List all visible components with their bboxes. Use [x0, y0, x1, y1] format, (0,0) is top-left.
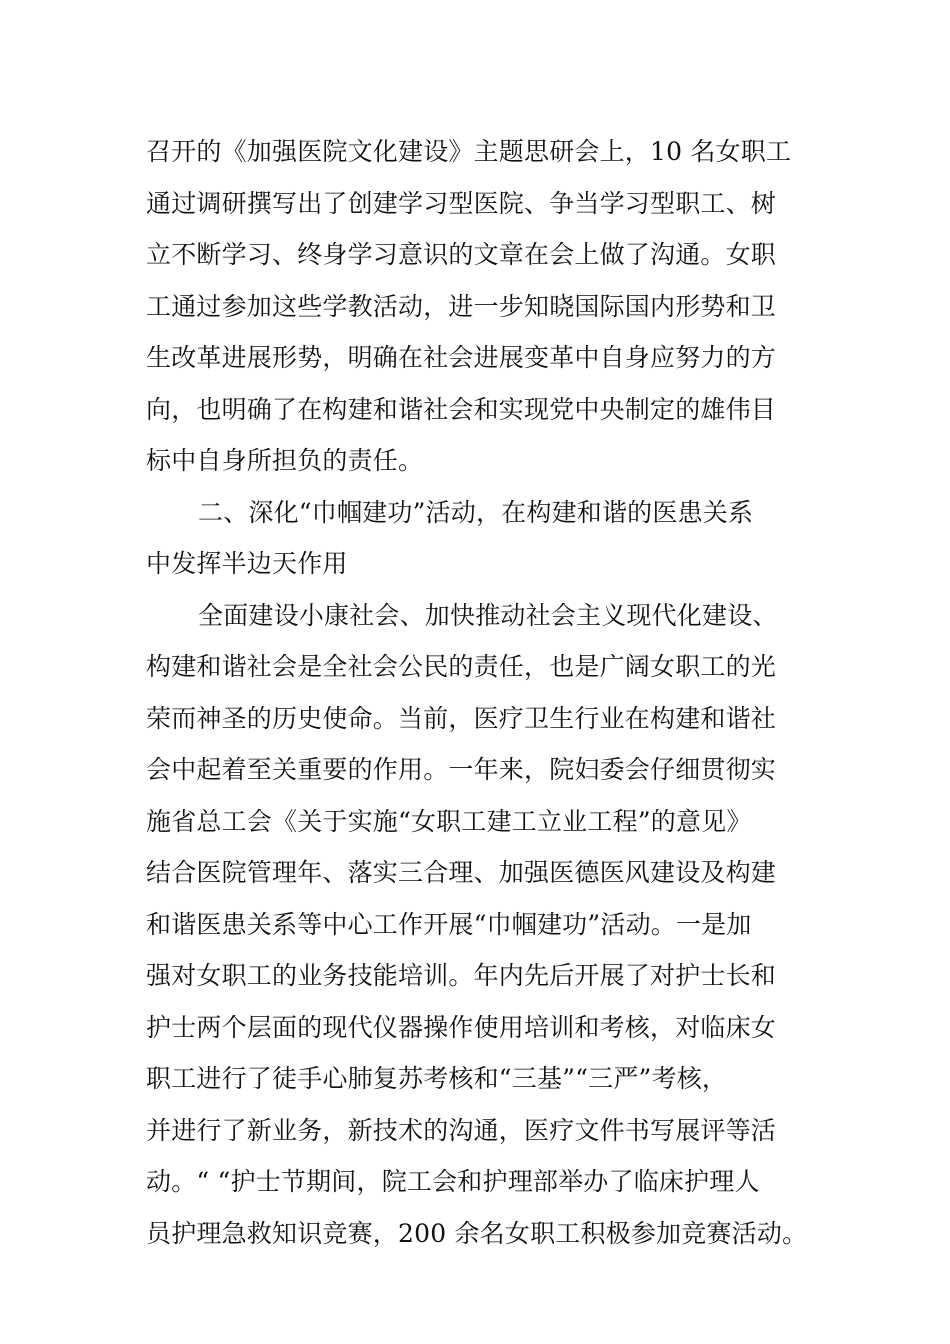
text-line: 和谐医患关系等中心工作开展“巾帼建功”活动。一是加 — [146, 909, 752, 939]
section-heading-line: 二、深化“巾帼建功”活动，在构建和谐的医患关系 — [198, 497, 754, 527]
text-line: 动。“ “护士节期间，院工会和护理部举办了临床护理人 — [146, 1167, 760, 1196]
text-line: 并进行了新业务，新技术的沟通，医疗文件书写展评等活 — [146, 1115, 777, 1145]
section-heading-line: 中发挥半边天作用 — [146, 549, 348, 578]
text-line: 通过调研撰写出了创建学习型医院、争当学习型职工、树 — [146, 188, 777, 218]
text-line: 职工进行了徒手心肺复苏考核和“三基”“三严”考核， — [146, 1064, 728, 1093]
text-line: 召开的《加强医院文化建设》主题思研会上，10 名女职工 — [146, 137, 792, 166]
text-line: 施省总工会《关于实施“女职工建工立业工程”的意见》 — [146, 806, 752, 836]
text-line: 工通过参加这些学教活动，进一步知晓国际国内形势和卫 — [146, 291, 777, 321]
text-line: 荣而神圣的历史使命。当前，医疗卫生行业在构建和谐社 — [146, 703, 777, 733]
text-line: 构建和谐社会是全社会公民的责任，也是广阔女职工的光 — [146, 652, 777, 681]
text-line: 强对女职工的业务技能培训。年内先后开展了对护士长和 — [146, 961, 777, 990]
text-line: 标中自身所担负的责任。 — [146, 446, 424, 475]
text-line: 生改革进展形势，明确在社会进展变革中自身应努力的方 — [146, 343, 777, 372]
text-line: 结合医院管理年、落实三合理、加强医德医风建设及构建 — [146, 858, 777, 887]
document-body — [146, 126, 806, 1259]
text-line: 向，也明确了在构建和谐社会和实现党中央制定的雄伟目 — [146, 394, 777, 424]
text-line: 员护理急救知识竞赛，200 余名女职工积极参加竞赛活动。 — [146, 1218, 808, 1248]
text-line: 护士两个层面的现代仪器操作使用培训和考核，对临床女 — [146, 1012, 777, 1042]
text-line: 立不断学习、终身学习意识的文章在会上做了沟通。女职 — [146, 240, 777, 269]
paragraph-first-line: 全面建设小康社会、加快推动社会主义现代化建设、 — [198, 600, 778, 630]
text-line: 会中起着至关重要的作用。一年来，院妇委会仔细贯彻实 — [146, 755, 777, 784]
